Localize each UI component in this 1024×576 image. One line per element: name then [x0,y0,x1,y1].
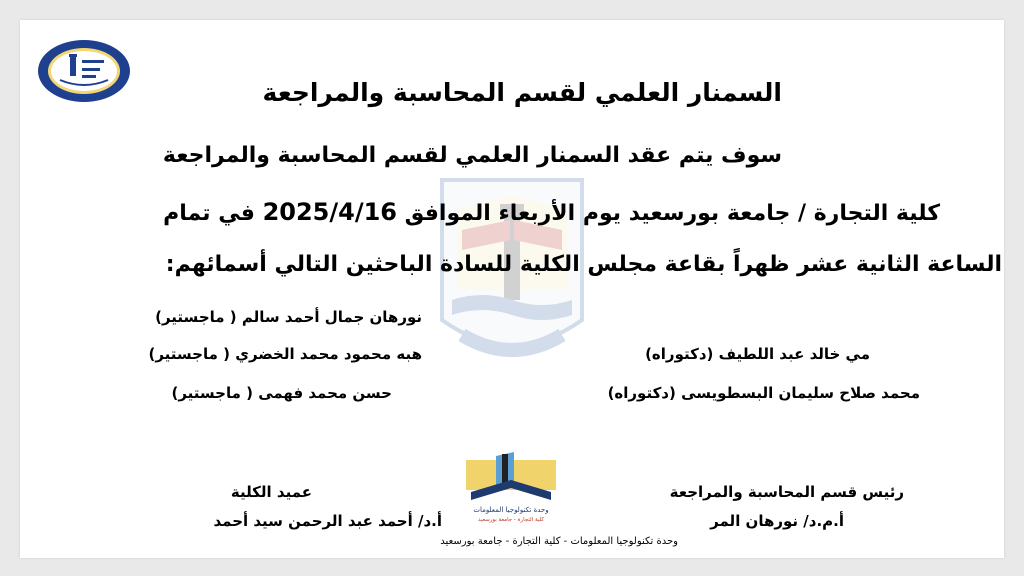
it-unit-logo-subtext: كلية التجارة - جامعة بورسعيد [477,517,545,523]
dean-title: عميد الكلية [230,483,312,501]
dean-name: أ.د/ أحمد عبد الرحمن سيد أحمد [213,512,442,530]
it-unit-logo-text: وحدة تكنولوجيا المعلومات [473,506,549,514]
researcher-item: مي خالد عبد اللطيف (دكتوراه) [645,345,870,363]
department-head-title: رئيس قسم المحاسبة والمراجعة [669,483,904,501]
faculty-logo [36,38,132,104]
researcher-item: حسن محمد فهمى ( ماجستير) [171,384,392,402]
details-line-2: الساعة الثانية عشر ظهراً بقاعة مجلس الكلية للسادة الباحثين التالي أسمائهم: [165,252,1002,277]
seminar-date: 2025/4/16 [262,198,397,226]
details-line-1-part-b: في تمام [163,201,255,226]
announcement-line: سوف يتم عقد السمنار العلمي لقسم المحاسبة والمراجعة [162,143,782,168]
details-line-1 [163,198,940,226]
researcher-item: نورهان جمال أحمد سالم ( ماجستير) [155,308,422,326]
slide [20,20,1004,558]
department-head-name: أ.م.د/ نورهان المر [710,512,844,530]
researcher-item: هبه محمود محمد الخضري ( ماجستير) [148,345,422,363]
footer-text: وحدة تكنولوجيا المعلومات - كلية التجارة - جامعة بورسعيد [440,536,678,547]
seminar-title: السمنار العلمي لقسم المحاسبة والمراجعة [262,78,782,107]
researcher-item: محمد صلاح سليمان البسطويسى (دكتوراه) [607,384,920,402]
details-line-1-part-a: كلية التجارة / جامعة بورسعيد يوم الأربعاء الموافق [404,201,940,226]
it-unit-logo [456,450,566,526]
